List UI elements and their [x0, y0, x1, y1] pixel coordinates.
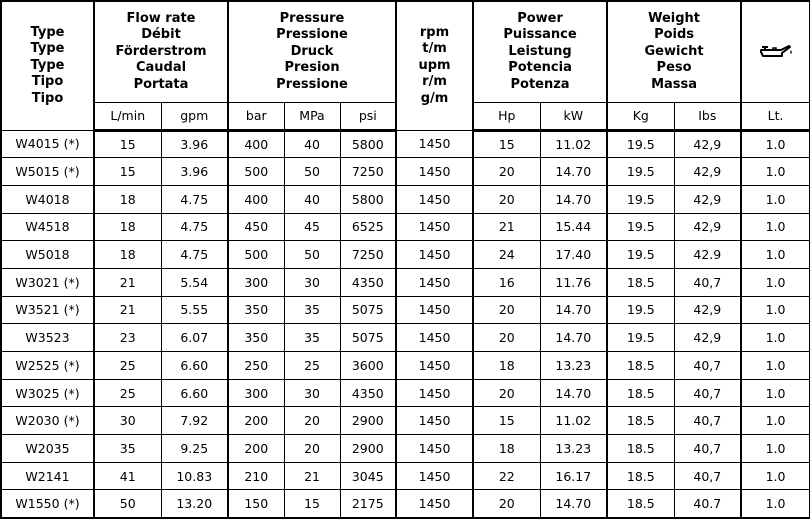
power-kw-cell: 11.02	[540, 407, 607, 435]
pressure-bar-cell: 400	[228, 185, 284, 213]
flow-gpm-cell: 13.20	[161, 490, 228, 518]
pressure-mpa-cell: 35	[284, 324, 340, 352]
pressure-psi-cell: 6525	[340, 213, 396, 241]
oil-can-icon	[759, 42, 793, 62]
power-hp-cell: 20	[473, 490, 540, 518]
oil-lt-cell: 1.0	[741, 241, 810, 269]
flow-gpm-cell: 6.07	[161, 324, 228, 352]
power-hp-cell: 21	[473, 213, 540, 241]
weight-lbs-cell: 40,7	[674, 379, 741, 407]
weight-kg-cell: 18.5	[607, 352, 674, 380]
power-hp-cell: 20	[473, 296, 540, 324]
weight-lbs-cell: 40,7	[674, 435, 741, 463]
rpm-cell: 1450	[396, 213, 473, 241]
table-row	[1, 158, 810, 186]
model-cell: W3523	[1, 324, 94, 352]
flow-gpm-cell: 4.75	[161, 213, 228, 241]
pressure-bar-cell: 300	[228, 379, 284, 407]
weight-lbs-cell: 42,9	[674, 213, 741, 241]
weight-lbs-cell: 40,7	[674, 407, 741, 435]
flow-lmin-cell: 18	[94, 185, 161, 213]
rpm-cell: 1450	[396, 379, 473, 407]
flow-lmin-cell: 30	[94, 407, 161, 435]
weight-lbs-cell: 40,7	[674, 268, 741, 296]
model-cell: W4015 (*)	[1, 130, 94, 158]
oil-lt-cell: 1.0	[741, 435, 810, 463]
power-hp-cell: 20	[473, 379, 540, 407]
weight-kg-cell: 18.5	[607, 379, 674, 407]
weight-lbs-cell: 40,7	[674, 352, 741, 380]
table-body	[1, 130, 810, 518]
rpm-cell: 1450	[396, 435, 473, 463]
header-pressure: Pressure Pressione Druck Presion Pressione	[228, 1, 396, 102]
rpm-cell: 1450	[396, 268, 473, 296]
rpm-cell: 1450	[396, 158, 473, 186]
pressure-mpa-cell: 40	[284, 185, 340, 213]
rpm-cell: 1450	[396, 130, 473, 158]
flow-gpm-cell: 3.96	[161, 130, 228, 158]
weight-lbs-cell: 42,9	[674, 158, 741, 186]
oil-lt-cell: 1.0	[741, 352, 810, 380]
pressure-mpa-cell: 40	[284, 130, 340, 158]
pressure-psi-cell: 3600	[340, 352, 396, 380]
power-kw-cell: 11.76	[540, 268, 607, 296]
unit-psi: psi	[340, 102, 396, 130]
power-hp-cell: 20	[473, 158, 540, 186]
flow-lmin-cell: 25	[94, 379, 161, 407]
pressure-psi-cell: 5800	[340, 130, 396, 158]
flow-lmin-cell: 15	[94, 158, 161, 186]
flow-gpm-cell: 10.83	[161, 462, 228, 490]
flow-lmin-cell: 35	[94, 435, 161, 463]
weight-lbs-cell: 40,7	[674, 462, 741, 490]
unit-kg: Kg	[607, 102, 674, 130]
oil-lt-cell: 1.0	[741, 379, 810, 407]
power-kw-cell: 14.70	[540, 490, 607, 518]
model-cell: W5015 (*)	[1, 158, 94, 186]
oil-lt-cell: 1.0	[741, 130, 810, 158]
flow-gpm-cell: 5.55	[161, 296, 228, 324]
power-hp-cell: 22	[473, 462, 540, 490]
table-row	[1, 185, 810, 213]
flow-lmin-cell: 41	[94, 462, 161, 490]
power-kw-cell: 16.17	[540, 462, 607, 490]
pressure-bar-cell: 350	[228, 324, 284, 352]
power-kw-cell: 14.70	[540, 158, 607, 186]
weight-lbs-cell: 42,9	[674, 324, 741, 352]
flow-gpm-cell: 6.60	[161, 379, 228, 407]
pressure-mpa-cell: 45	[284, 213, 340, 241]
rpm-cell: 1450	[396, 324, 473, 352]
power-kw-cell: 11.02	[540, 130, 607, 158]
pressure-mpa-cell: 35	[284, 296, 340, 324]
weight-kg-cell: 19.5	[607, 213, 674, 241]
unit-lmin: L/min	[94, 102, 161, 130]
pressure-psi-cell: 7250	[340, 241, 396, 269]
pressure-psi-cell: 2900	[340, 407, 396, 435]
header-rpm: rpm t/m upm r/m g/m	[396, 1, 473, 130]
pressure-psi-cell: 3045	[340, 462, 396, 490]
model-cell: W3021 (*)	[1, 268, 94, 296]
model-cell: W2525 (*)	[1, 352, 94, 380]
weight-kg-cell: 19.5	[607, 185, 674, 213]
table-row	[1, 268, 810, 296]
weight-kg-cell: 18.5	[607, 462, 674, 490]
power-kw-cell: 14.70	[540, 185, 607, 213]
flow-gpm-cell: 4.75	[161, 185, 228, 213]
pressure-psi-cell: 2900	[340, 435, 396, 463]
flow-lmin-cell: 23	[94, 324, 161, 352]
flow-gpm-cell: 9.25	[161, 435, 228, 463]
model-cell: W4018	[1, 185, 94, 213]
pressure-psi-cell: 5075	[340, 296, 396, 324]
unit-bar: bar	[228, 102, 284, 130]
weight-kg-cell: 18.5	[607, 268, 674, 296]
pressure-mpa-cell: 50	[284, 241, 340, 269]
rpm-cell: 1450	[396, 490, 473, 518]
flow-lmin-cell: 21	[94, 268, 161, 296]
model-cell: W2141	[1, 462, 94, 490]
unit-kw: kW	[540, 102, 607, 130]
unit-gpm: gpm	[161, 102, 228, 130]
header-type: Type Type Type Tipo Tipo	[1, 1, 94, 130]
power-kw-cell: 15.44	[540, 213, 607, 241]
header-flow-rate: Flow rate Débit Förderstrom Caudal Portata	[94, 1, 228, 102]
pressure-bar-cell: 400	[228, 130, 284, 158]
pressure-bar-cell: 300	[228, 268, 284, 296]
pressure-bar-cell: 200	[228, 407, 284, 435]
unit-mpa: MPa	[284, 102, 340, 130]
unit-lbs: Ibs	[674, 102, 741, 130]
unit-hp: Hp	[473, 102, 540, 130]
unit-lt: Lt.	[741, 102, 810, 130]
table-row	[1, 490, 810, 518]
weight-kg-cell: 18.5	[607, 407, 674, 435]
power-hp-cell: 20	[473, 185, 540, 213]
table-row	[1, 462, 810, 490]
weight-kg-cell: 19.5	[607, 130, 674, 158]
weight-kg-cell: 19.5	[607, 241, 674, 269]
oil-lt-cell: 1.0	[741, 213, 810, 241]
pressure-bar-cell: 250	[228, 352, 284, 380]
power-kw-cell: 14.70	[540, 379, 607, 407]
table-row	[1, 379, 810, 407]
weight-lbs-cell: 40.7	[674, 490, 741, 518]
rpm-cell: 1450	[396, 352, 473, 380]
table-row	[1, 407, 810, 435]
oil-lt-cell: 1.0	[741, 324, 810, 352]
oil-lt-cell: 1.0	[741, 490, 810, 518]
model-cell: W1550 (*)	[1, 490, 94, 518]
weight-kg-cell: 19.5	[607, 158, 674, 186]
pressure-psi-cell: 7250	[340, 158, 396, 186]
power-hp-cell: 20	[473, 324, 540, 352]
model-cell: W3521 (*)	[1, 296, 94, 324]
weight-kg-cell: 19.5	[607, 296, 674, 324]
pressure-mpa-cell: 15	[284, 490, 340, 518]
model-cell: W4518	[1, 213, 94, 241]
header-weight: Weight Poids Gewicht Peso Massa	[607, 1, 741, 102]
table-row	[1, 241, 810, 269]
power-hp-cell: 15	[473, 407, 540, 435]
weight-lbs-cell: 42,9	[674, 296, 741, 324]
oil-lt-cell: 1.0	[741, 158, 810, 186]
flow-lmin-cell: 18	[94, 213, 161, 241]
pressure-psi-cell: 4350	[340, 379, 396, 407]
oil-lt-cell: 1.0	[741, 296, 810, 324]
power-kw-cell: 14.70	[540, 296, 607, 324]
flow-lmin-cell: 25	[94, 352, 161, 380]
flow-gpm-cell: 5.54	[161, 268, 228, 296]
pressure-bar-cell: 450	[228, 213, 284, 241]
rpm-cell: 1450	[396, 462, 473, 490]
table-row	[1, 130, 810, 158]
flow-gpm-cell: 3.96	[161, 158, 228, 186]
weight-lbs-cell: 42,9	[674, 185, 741, 213]
pressure-bar-cell: 500	[228, 158, 284, 186]
header-power: Power Puissance Leistung Potencia Potenza	[473, 1, 607, 102]
table-row	[1, 296, 810, 324]
table-row	[1, 435, 810, 463]
rpm-cell: 1450	[396, 185, 473, 213]
power-kw-cell: 17.40	[540, 241, 607, 269]
oil-lt-cell: 1.0	[741, 407, 810, 435]
power-hp-cell: 15	[473, 130, 540, 158]
flow-lmin-cell: 50	[94, 490, 161, 518]
table-row	[1, 213, 810, 241]
table-row	[1, 352, 810, 380]
weight-lbs-cell: 42.9	[674, 241, 741, 269]
flow-lmin-cell: 21	[94, 296, 161, 324]
weight-kg-cell: 18.5	[607, 435, 674, 463]
pressure-psi-cell: 2175	[340, 490, 396, 518]
weight-kg-cell: 18.5	[607, 490, 674, 518]
pressure-bar-cell: 350	[228, 296, 284, 324]
oil-lt-cell: 1.0	[741, 268, 810, 296]
power-kw-cell: 13.23	[540, 435, 607, 463]
power-kw-cell: 14.70	[540, 324, 607, 352]
header-oil	[741, 1, 810, 102]
pressure-bar-cell: 200	[228, 435, 284, 463]
pressure-bar-cell: 150	[228, 490, 284, 518]
pressure-bar-cell: 500	[228, 241, 284, 269]
flow-lmin-cell: 15	[94, 130, 161, 158]
oil-lt-cell: 1.0	[741, 462, 810, 490]
model-cell: W5018	[1, 241, 94, 269]
power-hp-cell: 18	[473, 352, 540, 380]
flow-gpm-cell: 6.60	[161, 352, 228, 380]
flow-gpm-cell: 4.75	[161, 241, 228, 269]
table-row	[1, 324, 810, 352]
pressure-mpa-cell: 50	[284, 158, 340, 186]
flow-gpm-cell: 7.92	[161, 407, 228, 435]
power-kw-cell: 13.23	[540, 352, 607, 380]
weight-lbs-cell: 42,9	[674, 130, 741, 158]
weight-kg-cell: 19.5	[607, 324, 674, 352]
rpm-cell: 1450	[396, 407, 473, 435]
pressure-psi-cell: 5075	[340, 324, 396, 352]
pressure-bar-cell: 210	[228, 462, 284, 490]
rpm-cell: 1450	[396, 241, 473, 269]
pressure-mpa-cell: 30	[284, 268, 340, 296]
pressure-mpa-cell: 20	[284, 435, 340, 463]
rpm-cell: 1450	[396, 296, 473, 324]
power-hp-cell: 16	[473, 268, 540, 296]
pressure-psi-cell: 5800	[340, 185, 396, 213]
pressure-psi-cell: 4350	[340, 268, 396, 296]
model-cell: W2035	[1, 435, 94, 463]
oil-lt-cell: 1.0	[741, 185, 810, 213]
flow-lmin-cell: 18	[94, 241, 161, 269]
pressure-mpa-cell: 30	[284, 379, 340, 407]
power-hp-cell: 18	[473, 435, 540, 463]
pressure-mpa-cell: 20	[284, 407, 340, 435]
model-cell: W2030 (*)	[1, 407, 94, 435]
pressure-mpa-cell: 21	[284, 462, 340, 490]
model-cell: W3025 (*)	[1, 379, 94, 407]
pressure-mpa-cell: 25	[284, 352, 340, 380]
power-hp-cell: 24	[473, 241, 540, 269]
